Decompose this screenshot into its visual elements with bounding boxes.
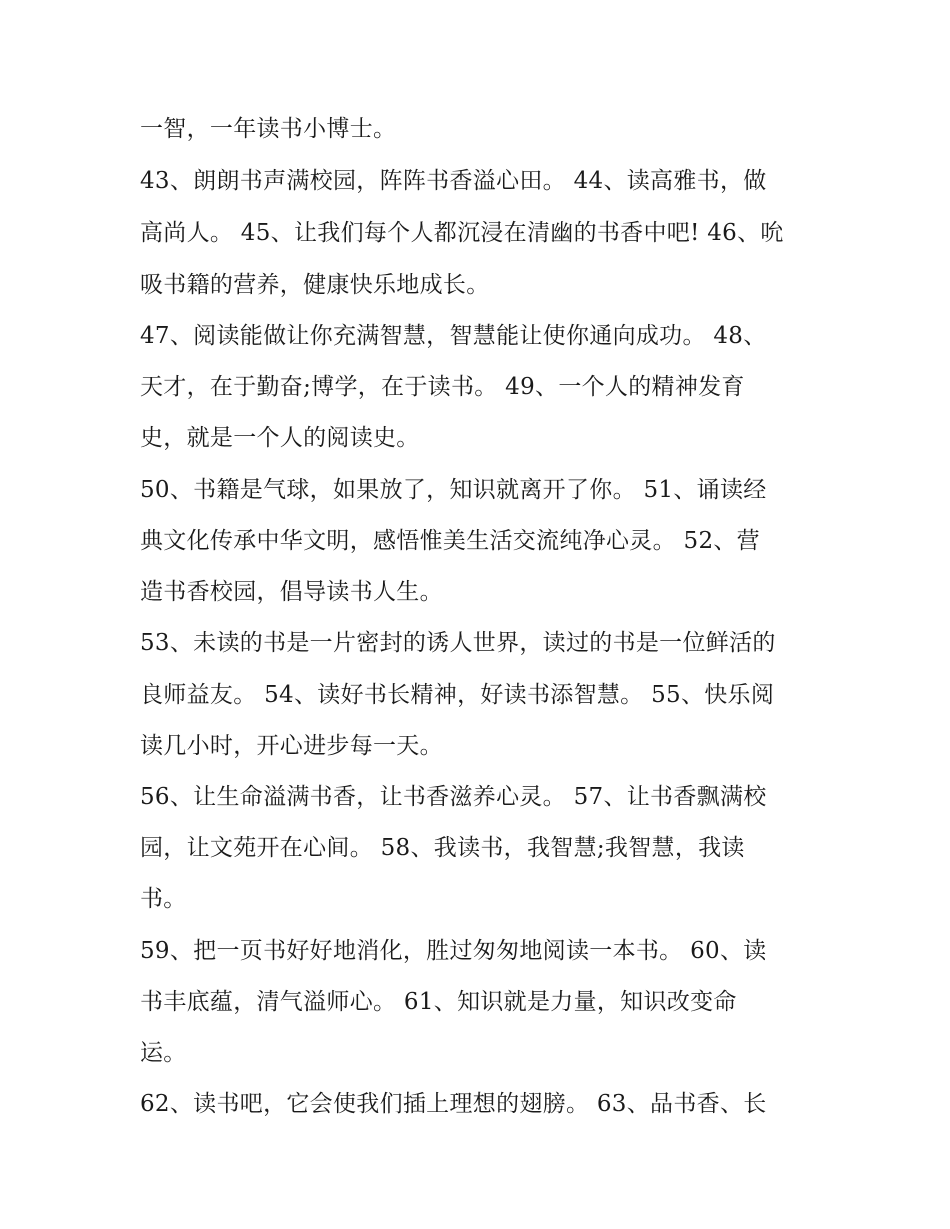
text-line: 读几小时，开心进步每一天。 <box>140 733 443 759</box>
text-line: 50、书籍是气球，如果放了，知识就离开了你。 51、诵读经 <box>140 477 767 503</box>
text-line: 吸书籍的营养，健康快乐地成长。 <box>140 272 490 298</box>
text-line: 62、读书吧，它会使我们插上理想的翅膀。 63、品书香、长 <box>140 1091 767 1117</box>
text-line: 造书香校园，倡导读书人生。 <box>140 579 443 605</box>
text-line: 53、未读的书是一片密封的诱人世界，读过的书是一位鲜活的 <box>140 630 776 656</box>
text-line: 高尚人。 45、让我们每个人都沉浸在清幽的书香中吧! 46、吮 <box>140 220 784 246</box>
text-line: 典文化传承中华文明，感悟惟美生活交流纯净心灵。 52、营 <box>140 528 760 554</box>
text-line: 一智，一年读书小博士。 <box>140 116 397 142</box>
text-line: 59、把一页书好好地消化，胜过匆匆地阅读一本书。 60、读 <box>140 938 767 964</box>
text-line: 园，让文苑开在心间。 58、我读书，我智慧;我智慧，我读 <box>140 835 745 861</box>
text-line: 书。 <box>140 886 187 912</box>
text-line: 47、阅读能做让你充满智慧，智慧能让使你通向成功。 48、 <box>140 323 767 349</box>
text-line: 56、让生命溢满书香，让书香滋养心灵。 57、让书香飘满校 <box>140 784 767 810</box>
text-line: 43、朗朗书声满校园，阵阵书香溢心田。 44、读高雅书，做 <box>140 168 767 194</box>
text-line: 史，就是一个人的阅读史。 <box>140 425 420 451</box>
text-line: 运。 <box>140 1040 187 1066</box>
text-line: 良师益友。 54、读好书长精神，好读书添智慧。 55、快乐阅 <box>140 682 775 708</box>
text-line: 书丰底蕴，清气溢师心。 61、知识就是力量，知识改变命 <box>140 989 737 1015</box>
text-line: 天才，在于勤奋;博学，在于读书。 49、一个人的精神发育 <box>140 374 745 400</box>
